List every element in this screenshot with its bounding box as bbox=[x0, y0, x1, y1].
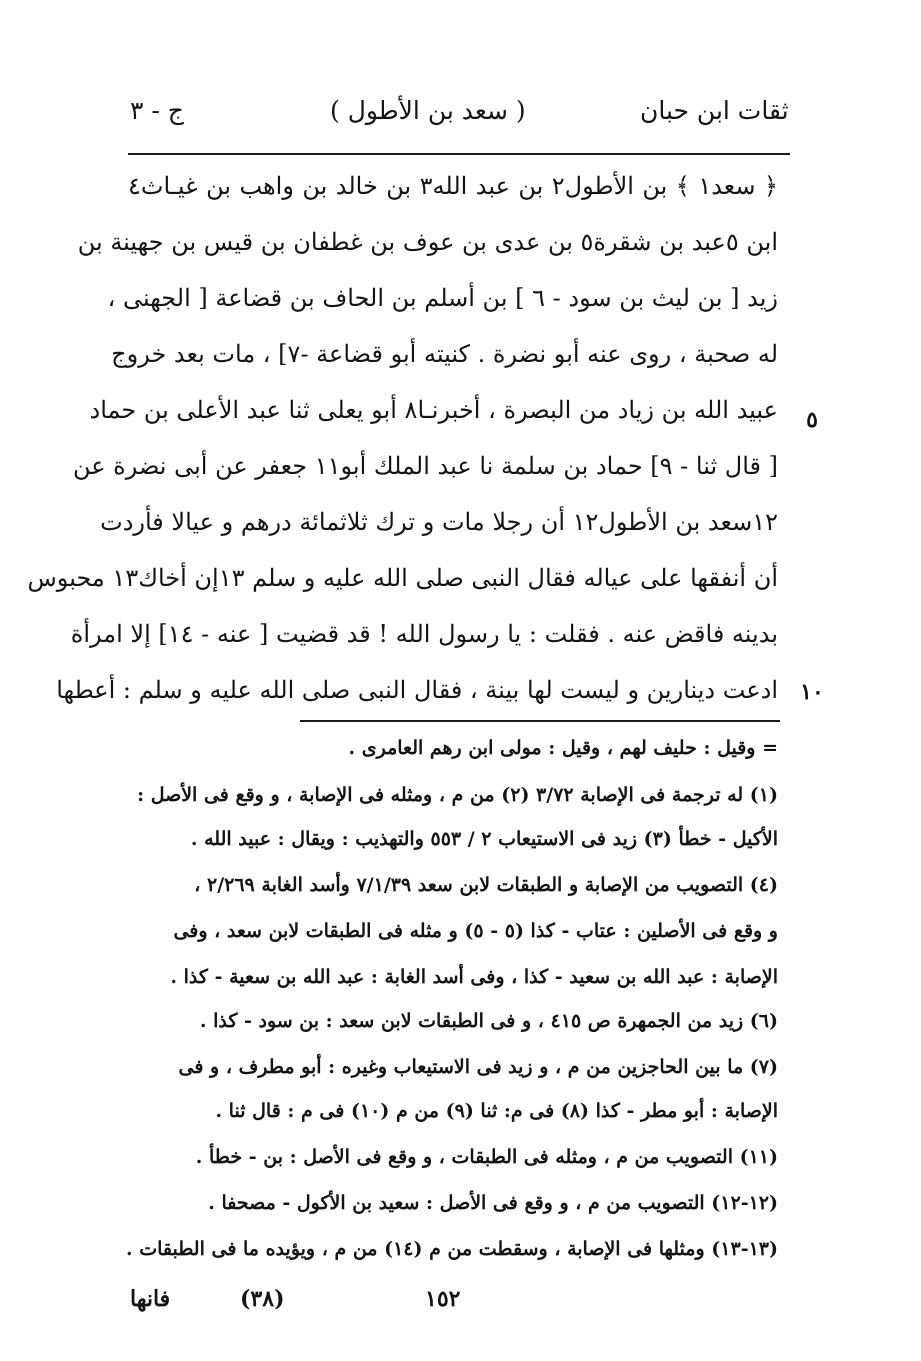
footnote-line: و وقع فى الأصلين : عتاب - كذا (٥ - ٥) و مثله فى الطبقات لابن سعد ، وفى bbox=[173, 920, 778, 942]
running-title: ثقات ابن حبان bbox=[640, 96, 789, 125]
line-number: ١٠ bbox=[800, 679, 824, 705]
text-line: ادعت دينارين و ليست لها بينة ، فقال النبى صلى الله عليه و سلم : أعطها bbox=[56, 676, 778, 704]
bracketed-number: (٣٨) bbox=[240, 1286, 285, 1312]
footnote-line: الأكيل - خطأ (٣) زيد فى الاستيعاب ٢ / ٥٥٣ والتهذيب : ويقال : عبيد الله . bbox=[190, 828, 778, 850]
text-line: ابن ٥عبد بن شقرة٥ بن عدى بن عوف بن غطفان بن قيس بن جهينة بن bbox=[77, 228, 778, 256]
section-title: ( سعد بن الأطول ) bbox=[330, 96, 526, 125]
footnote-line: (٦) زيد من الجمهرة ص ٤١٥ ، و فى الطبقات لابن سعد : بن سود - كذا . bbox=[199, 1010, 778, 1032]
volume-label: ج - ٣ bbox=[130, 96, 184, 125]
header-rule bbox=[128, 153, 790, 155]
text-line: ١٢سعد بن الأطول١٢ أن رجلا مات و ترك ثلاثمائة درهم و عيالا فأردت bbox=[100, 508, 778, 536]
footnote-line: (١٢-١٢) التصويب من م ، و وقع فى الأصل : سعيد بن الأكول - مصحفا . bbox=[208, 1192, 778, 1214]
footnote-line: (١) له ترجمة فى الإصابة ٣/٧٢ (٢) من م ، ومثله فى الإصابة ، و وقع فى الأصل : bbox=[137, 784, 778, 806]
text-line: ﴿ سعد١ ﴾ بن الأطول٢ بن عبد الله٣ بن خالد بن واهب بن غيـاث٤ bbox=[128, 172, 778, 200]
footnote-line: (١٣-١٣) ومثلها فى الإصابة ، وسقطت من م (١٤) من م ، ويؤيده ما فى الطبقات . bbox=[125, 1238, 778, 1260]
footnote-rule bbox=[300, 720, 780, 722]
footnote-line: (٧) ما بين الحاجزين من م ، و زيد فى الاستيعاب وغيره : أبو مطرف ، و فى bbox=[178, 1056, 778, 1078]
text-line: بدينه فاقض عنه . فقلت : يا رسول الله ! قد قضيت [ عنه - ١٤] إلا امرأة bbox=[70, 620, 778, 648]
text-line: له صحبة ، روى عنه أبو نضرة . كنيته أبو قضاعة -٧] ، مات بعد خروج bbox=[111, 340, 778, 368]
text-line: [ قال ثنا - ٩] حماد بن سلمة نا عبد الملك أبو١١ جعفر عن أبى نضرة عن bbox=[72, 452, 778, 480]
text-line: عبيد الله بن زياد من البصرة ، أخبرنـا٨ أبو يعلى ثنا عبد الأعلى بن حماد bbox=[89, 396, 778, 424]
footnote-line: = وقيل : حليف لهم ، وقيل : مولى ابن رهم العامرى . bbox=[348, 737, 778, 759]
footnote-line: الإصابة : عبد الله بن سعيد - كذا ، وفى أسد الغابة : عبد الله بن سعية - كذا . bbox=[170, 966, 778, 988]
line-number: ٥ bbox=[806, 407, 818, 433]
text-line: أن أنفقها على عياله فقال النبى صلى الله عليه و سلم ١٣إن أخاك١٣ محبوس bbox=[27, 564, 778, 592]
page-number: ١٥٢ bbox=[425, 1286, 461, 1312]
text-line: زيد [ بن ليث بن سود - ٦ ] بن أسلم بن الحاف بن قضاعة [ الجهنى ، bbox=[107, 284, 778, 312]
footnote-line: (١١) التصويب من م ، ومثله فى الطبقات ، و وقع فى الأصل : بن - خطأ . bbox=[195, 1146, 778, 1168]
footnote-line: (٤) التصويب من الإصابة و الطبقات لابن سعد ٧/١/٣٩ وأسد الغابة ٢/٢٦٩ ، bbox=[194, 874, 778, 896]
catchword: فانها bbox=[130, 1286, 171, 1312]
footnote-line: الإصابة : أبو مطر - كذا (٨) فى م: ثنا (٩) من م (١٠) فى م : قال ثنا . bbox=[215, 1100, 778, 1122]
